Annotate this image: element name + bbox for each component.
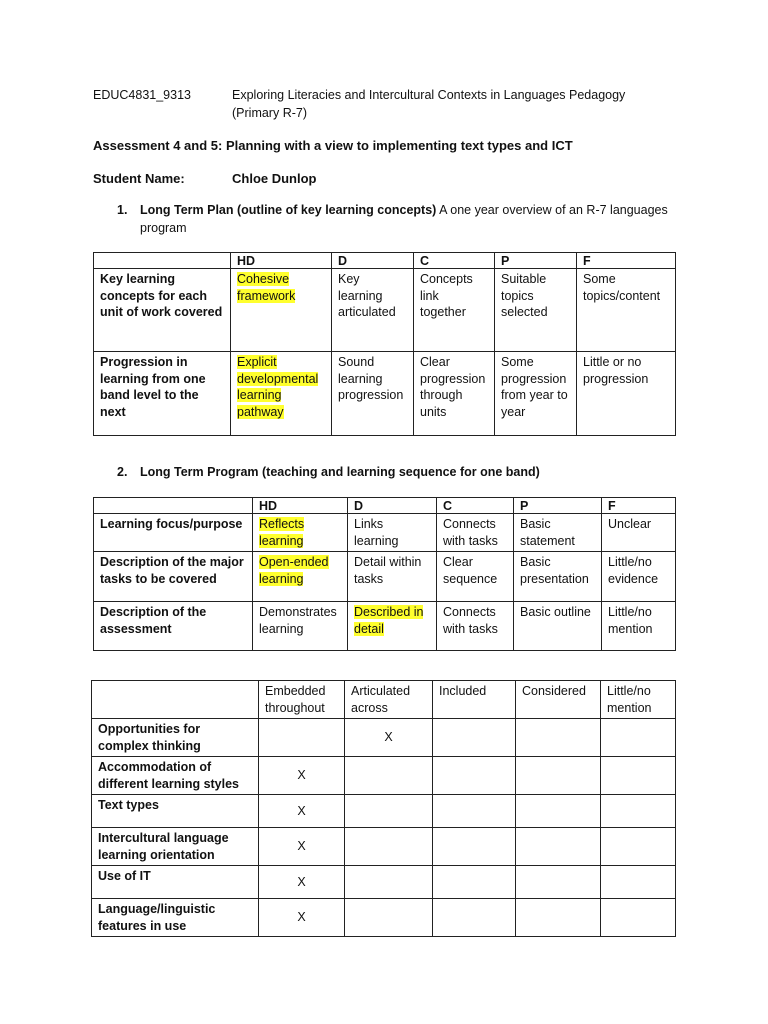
- checkmark-cell: X: [259, 757, 345, 795]
- table-cell: Demonstrates learning: [253, 602, 348, 651]
- table-cell: [516, 719, 601, 757]
- column-header: D: [332, 253, 414, 269]
- row-label: Accommodation of different learning styles: [92, 757, 259, 795]
- table-cell: [433, 866, 516, 899]
- table-row: [94, 602, 676, 651]
- table-cell: Suitable topics selected: [495, 269, 577, 352]
- table-cell: Basic presentation: [514, 552, 602, 602]
- column-header: [92, 681, 259, 719]
- column-header: HD: [253, 498, 348, 514]
- table-cell: Clear sequence: [437, 552, 514, 602]
- checkmark-cell: X: [345, 719, 433, 757]
- assessment-title: Assessment 4 and 5: Planning with a view to implementing text types and ICT: [93, 138, 573, 153]
- table-cell: [345, 899, 433, 937]
- section2-title: Long Term Program (teaching and learning sequence for one band): [140, 465, 540, 479]
- table-cell: Unclear: [602, 514, 676, 552]
- table-cell: [253, 552, 348, 602]
- course-title: Exploring Literacies and Intercultural Contexts in Languages Pedagogy: [232, 88, 626, 102]
- column-header: [94, 253, 231, 269]
- table-cell: Key learning articulated: [332, 269, 414, 352]
- column-header: [94, 498, 253, 514]
- table-cell: [231, 352, 332, 436]
- table-cell: [516, 828, 601, 866]
- column-header: HD: [231, 253, 332, 269]
- table-header-row: [94, 498, 676, 514]
- student-label: Student Name:: [93, 171, 185, 186]
- row-label: Key learning concepts for each unit of work covered: [94, 269, 231, 352]
- checkmark-cell: X: [259, 795, 345, 828]
- column-header: P: [495, 253, 577, 269]
- table-row: [94, 552, 676, 602]
- column-header: Included: [433, 681, 516, 719]
- table-cell: [433, 757, 516, 795]
- table-header-row: [92, 681, 676, 719]
- column-header: Little/no mention: [601, 681, 676, 719]
- section1-title-line2: program: [140, 221, 187, 235]
- column-header: Articulated across: [345, 681, 433, 719]
- table-cell: Basic statement: [514, 514, 602, 552]
- highlighted-cell-text: Cohesive framework: [237, 272, 296, 303]
- row-label: Intercultural language learning orientation: [92, 828, 259, 866]
- table-cell: Little/no evidence: [602, 552, 676, 602]
- table-cell: Little/no mention: [602, 602, 676, 651]
- column-header: Considered: [516, 681, 601, 719]
- table-cell: Detail within tasks: [348, 552, 437, 602]
- highlighted-cell-text: Reflects learning: [259, 517, 305, 548]
- table-cell: [601, 866, 676, 899]
- table-cell: [253, 514, 348, 552]
- table-cell: [433, 795, 516, 828]
- criteria-checklist-table: [91, 680, 676, 937]
- table-row: [94, 269, 676, 352]
- table-cell: [345, 757, 433, 795]
- row-label: Text types: [92, 795, 259, 828]
- column-header: D: [348, 498, 437, 514]
- table-cell: [516, 757, 601, 795]
- student-name: Chloe Dunlop: [232, 171, 317, 186]
- table-cell: [433, 828, 516, 866]
- table-cell: [348, 602, 437, 651]
- table-row: [92, 866, 676, 899]
- table-cell: Basic outline: [514, 602, 602, 651]
- table-cell: [601, 899, 676, 937]
- table-cell: [601, 828, 676, 866]
- column-header: C: [437, 498, 514, 514]
- column-header: F: [602, 498, 676, 514]
- highlighted-cell-text: Described in detail: [354, 605, 424, 636]
- section1-title-bold: Long Term Plan (outline of key learning concepts): [140, 203, 437, 217]
- table-cell: [516, 866, 601, 899]
- row-label: Progression in learning from one band level to the next: [94, 352, 231, 436]
- column-header: Embedded throughout: [259, 681, 345, 719]
- table-header-row: [94, 253, 676, 269]
- table-row: [92, 828, 676, 866]
- table-cell: [516, 899, 601, 937]
- table-row: [92, 795, 676, 828]
- table-cell: [231, 269, 332, 352]
- table-cell: [601, 757, 676, 795]
- table-row: [94, 514, 676, 552]
- checkmark-cell: X: [259, 899, 345, 937]
- table-cell: Sound learning progression: [332, 352, 414, 436]
- column-header: P: [514, 498, 602, 514]
- table-cell: [345, 795, 433, 828]
- table-cell: Clear progression through units: [414, 352, 495, 436]
- table-cell: Some topics/content: [577, 269, 676, 352]
- table-cell: [601, 795, 676, 828]
- section1-title: [140, 203, 668, 217]
- table-cell: Links learning: [348, 514, 437, 552]
- table-row: [92, 719, 676, 757]
- section1-number: 1.: [117, 203, 128, 217]
- row-label: Description of the major tasks to be covered: [94, 552, 253, 602]
- row-label: Opportunities for complex thinking: [92, 719, 259, 757]
- row-label: Language/linguistic features in use: [92, 899, 259, 937]
- column-header: C: [414, 253, 495, 269]
- table-cell: [516, 795, 601, 828]
- table-cell: [259, 719, 345, 757]
- long-term-plan-table: [93, 252, 676, 436]
- checkmark-cell: X: [259, 828, 345, 866]
- section1-title-rest: A one year overview of an R-7 languages: [436, 203, 668, 217]
- table-cell: [601, 719, 676, 757]
- row-label: Learning focus/purpose: [94, 514, 253, 552]
- table-cell: [433, 899, 516, 937]
- table-cell: [345, 828, 433, 866]
- table-cell: [433, 719, 516, 757]
- long-term-program-table: [93, 497, 676, 651]
- table-cell: Some progression from year to year: [495, 352, 577, 436]
- table-cell: [345, 866, 433, 899]
- table-cell: Concepts link together: [414, 269, 495, 352]
- course-title-line2: (Primary R-7): [232, 106, 307, 120]
- course-code: EDUC4831_9313: [93, 88, 191, 102]
- row-label: Description of the assessment: [94, 602, 253, 651]
- table-cell: Connects with tasks: [437, 602, 514, 651]
- table-row: [92, 757, 676, 795]
- row-label: Use of IT: [92, 866, 259, 899]
- checkmark-cell: X: [259, 866, 345, 899]
- table-cell: Connects with tasks: [437, 514, 514, 552]
- section2-number: 2.: [117, 465, 128, 479]
- table-row: [92, 899, 676, 937]
- highlighted-cell-text: Open-ended learning: [259, 555, 329, 586]
- table-cell: Little or no progression: [577, 352, 676, 436]
- table-row: [94, 352, 676, 436]
- highlighted-cell-text: Explicit developmental learning pathway: [237, 355, 319, 419]
- column-header: F: [577, 253, 676, 269]
